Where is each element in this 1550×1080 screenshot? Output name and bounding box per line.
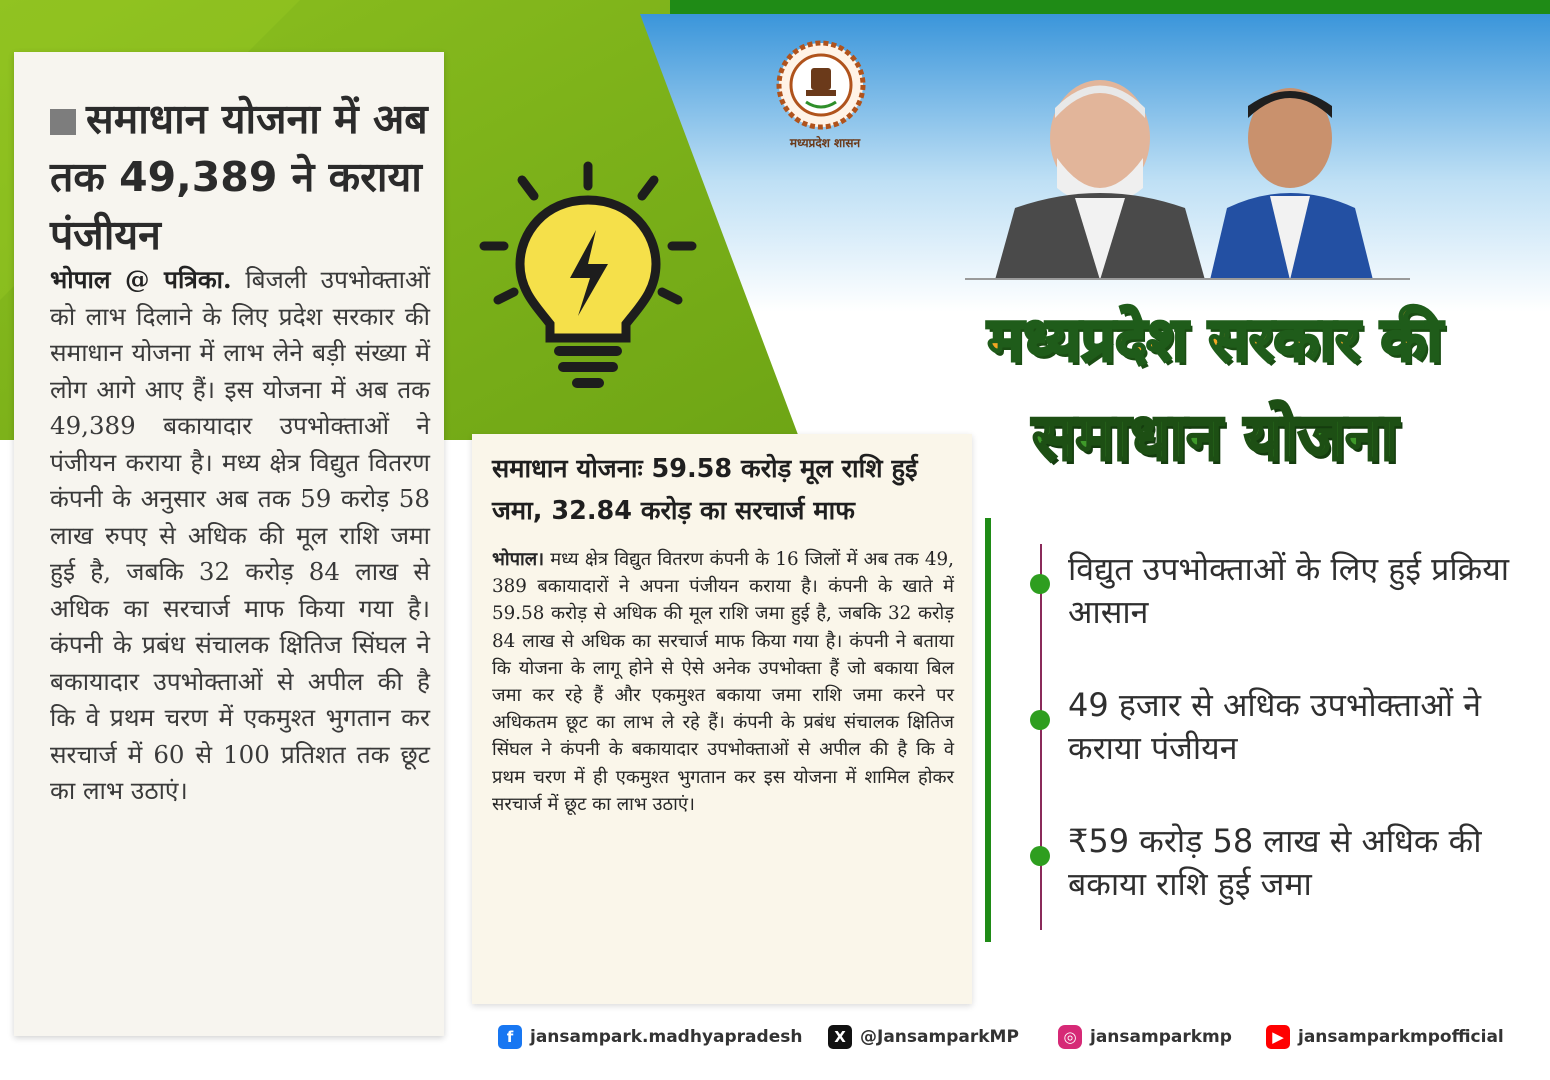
x-icon: X xyxy=(828,1025,852,1049)
middle-clipping-headline: समाधान योजनाः 59.58 करोड़ मूल राशि हुई जमा, 32.84 करोड़ का सरचार्ज माफ xyxy=(492,454,918,526)
middle-newspaper-clipping xyxy=(472,434,972,1004)
social-facebook[interactable] xyxy=(498,1024,802,1050)
left-clipping-headline: समाधान योजना में अब तक 49,389 ने कराया पंजीयन xyxy=(50,95,428,259)
youtube-icon: ▶ xyxy=(1266,1025,1290,1049)
bullet-text: ₹59 करोड़ 58 लाख से अधिक की बकाया राशि हुई जमा xyxy=(1068,822,1482,903)
mp-government-emblem-icon xyxy=(776,40,866,130)
youtube-handle: jansamparkmpofficial xyxy=(1298,1027,1504,1047)
key-points-list xyxy=(1030,548,1530,956)
instagram-handle: jansamparkmp xyxy=(1090,1027,1232,1047)
title-line-1: मध्यप्रदेश सरकार की xyxy=(987,305,1443,375)
middle-clipping-dateline: भोपाल। xyxy=(492,549,545,570)
bullet-text: 49 हजार से अधिक उपभोक्ताओं ने कराया पंजीयन xyxy=(1068,686,1481,767)
instagram-icon: ◎ xyxy=(1058,1025,1082,1049)
title-line-2: समाधान योजना xyxy=(1032,401,1398,475)
bullet-text: विद्युत उपभोक्ताओं के लिए हुई प्रक्रिया आसान xyxy=(1068,550,1510,631)
bullet-dot xyxy=(1030,846,1050,866)
social-youtube[interactable] xyxy=(1266,1024,1504,1050)
list-item xyxy=(1030,820,1530,906)
bullet-dot xyxy=(1030,710,1050,730)
social-instagram[interactable] xyxy=(1058,1024,1232,1050)
facebook-handle: jansampark.madhyapradesh xyxy=(530,1027,803,1047)
left-clipping-dateline: भोपाल @ पत्रिका. xyxy=(50,265,232,294)
lightbulb-icon xyxy=(478,160,698,400)
leaders-photo xyxy=(965,48,1410,280)
divider-line-green xyxy=(985,518,991,942)
list-item xyxy=(1030,548,1530,634)
left-clipping-body: बिजली उपभोक्ताओं को लाभ दिलाने के लिए प्रदेश सरकार की समाधान योजना में लाभ लेने बड़ी संख्या में लोग आगे आए हैं। इस योजना में अब तक 49,389 बकायादार उपभोक्ताओं ने पंजीयन कराया है। मध्य क्षेत्र विद्युत वितरण कंपनी के अनुसार अब तक 59 करोड़ 58 लाख रुपए से अधिक की मूल राशि जमा हुई है, जबकि 32 करोड़ 84 लाख से अधिक का सरचार्ज माफ किया गया है। कंपनी के प्रबंध संचालक क्षितिज सिंघल ने बकायादार उपभोक्ताओं से अपील की है कि वे प्रथम चरण में एकमुश्त भुगतान कर सरचार्ज में 60 से 100 प्रतिशत तक छूट का लाभ उठाएं। xyxy=(50,265,430,805)
list-item xyxy=(1030,684,1530,770)
x-handle: @JansamparkMP xyxy=(860,1027,1019,1047)
headline-bullet-square xyxy=(50,109,76,135)
left-newspaper-clipping xyxy=(14,52,444,1036)
facebook-icon: f xyxy=(498,1025,522,1049)
middle-clipping-body: मध्य क्षेत्र विद्युत वितरण कंपनी के 16 जिलों में अब तक 49, 389 बकायादारों ने अपना पंजीयन कराया है। कंपनी के खाते में 59.58 करोड़ से अधिक की मूल राशि जमा हुई है, जबकि 32 करोड़ 84 लाख से अधिक का सरचार्ज माफ किया गया है। कंपनी ने बताया कि योजना के लागू होने से ऐसे अनेक उपभोक्ता हैं जो बकाया बिल जमा कर रहे हैं और एकमुश्त बकाया जमा राशि जमा करने पर अधिकतम छूट का लाभ ले रहे हैं। कंपनी के प्रबंध संचालक क्षितिज सिंघल ने कंपनी के बकायादार उपभोक्ताओं से अपील की है कि वे प्रथम चरण में ही एकमुश्त भुगतान कर इस योजना में शामिल होकर सरचार्ज में छूट का लाभ उठाएं। xyxy=(492,549,954,815)
bullet-dot xyxy=(1030,574,1050,594)
emblem-caption: मध्यप्रदेश शासन xyxy=(789,136,861,150)
social-x[interactable] xyxy=(828,1024,1019,1050)
